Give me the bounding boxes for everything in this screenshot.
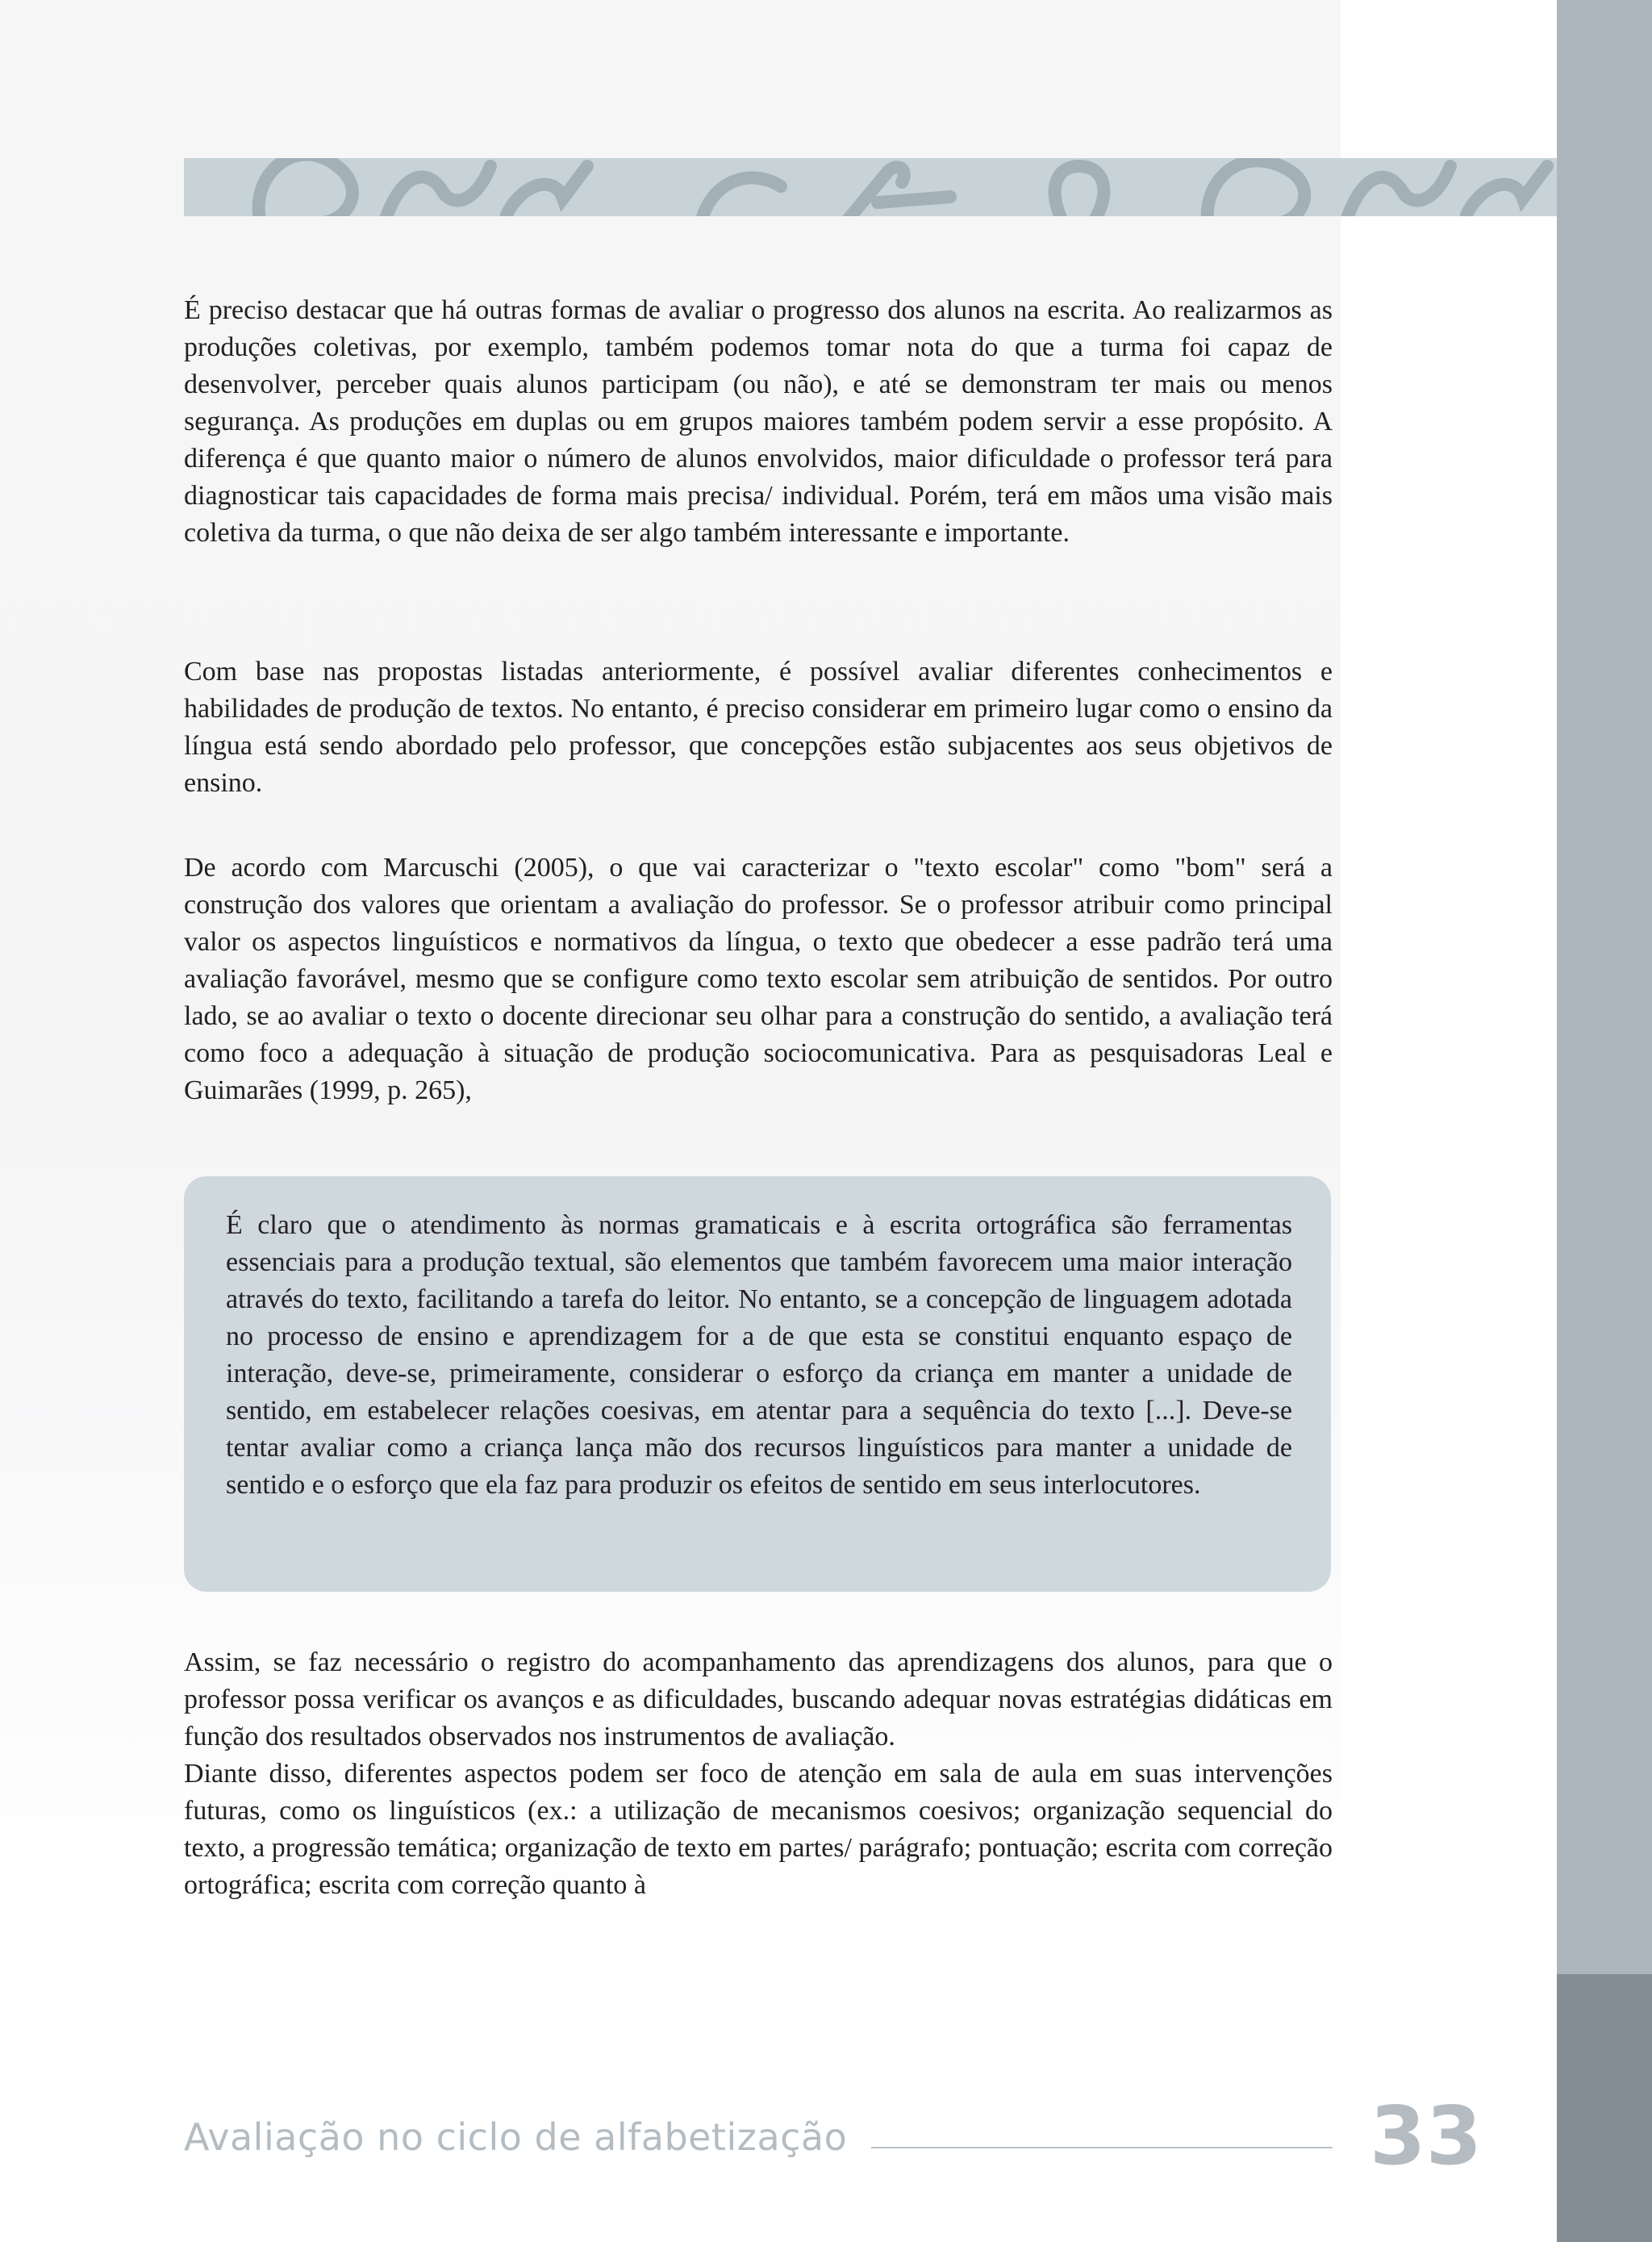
block-quote-text: É claro que o atendimento às normas gramaticais e à escrita ortográfica são ferramentas essenciais para a produção textual, são elementos que também favorecem uma maior interação através do texto, facilitando a tarefa do leitor. No entanto, se a concepção de linguagem adotada no processo de ensino e aprendizagem for a de que esta se constitui enquanto espaço de interação, deve-se, primeiramente, considerar o esforço da criança em manter a unidade de sentido, em estabelecer relações coesivas, em atentar para a sequência do texto [...]. Deve-se tentar avaliar como a criança lança mão dos recursos linguísticos para manter a unidade de sentido e o esforço que ela faz para produzir os efeitos de sentido em seus interlocutores. — [226, 1210, 1292, 1500]
side-margin-bar-lower — [1557, 1974, 1652, 2242]
paragraph-2: Com base nas propostas listadas anteriormente, é possível avaliar diferentes conhecimentos e habilidades de produção de textos. No entanto, é preciso considerar em primeiro lugar como o ensino da língua está sendo abordado pelo professor, que concepções estão subjacentes aos seus objetivos de ensino. — [184, 657, 1333, 798]
page-number: 33 — [1370, 2089, 1483, 2183]
footer-divider — [871, 2147, 1333, 2148]
paragraph-5: Diante disso, diferentes aspectos podem ser foco de atenção em sala de aula em suas intervenções futuras, como os linguísticos (ex.: a utilização de mecanismos coesivos; organização sequencial do texto, a progressão temática; organização de texto em partes/ parágrafo; pontuação; escrita com correção ortográfica; escrita com correção quanto à — [184, 1759, 1333, 1900]
paragraph-4: Assim, se faz necessário o registro do acompanhamento das aprendizagens dos alunos, para que o professor possa verificar os avanços e as dificuldades, buscando adequar novas estratégias didáticas em função dos resultados observados nos instrumentos de avaliação. — [184, 1647, 1333, 1751]
decorative-script-letters-icon — [184, 158, 1557, 216]
header-decorative-band — [184, 158, 1557, 216]
paragraph-1: É preciso destacar que há outras formas de avaliar o progresso dos alunos na escrita. Ao realizarmos as produções coletivas, por exemplo, também podemos tomar nota do que a turma foi capaz de desenvolver, perceber quais alunos participam (ou não), e até se demonstram ter mais ou menos segurança. As produções em duplas ou em grupos maiores também podem servir a esse propósito. A diferença é que quanto maior o número de alunos envolvidos, maior dificuldade o professor terá para diagnosticar tais capacidades de forma mais precisa/ individual. Porém, terá em mãos uma visão mais coletiva da turma, o que não deixa de ser algo também interessante e importante. — [184, 295, 1333, 548]
footer-title: Avaliação no ciclo de alfabetização — [184, 2115, 848, 2159]
paragraph-3: De acordo com Marcuschi (2005), o que vai caracterizar o "texto escolar" como "bom" será a construção dos valores que orientam a avaliação do professor. Se o professor atribuir como principal valor os aspectos linguísticos e normativos da língua, o texto que obedecer a esse padrão terá uma avaliação favorável, mesmo que se configure como texto escolar sem atribuição de sentidos. Por outro lado, se ao avaliar o texto o docente direcionar seu olhar para a construção do sentido, a avaliação terá como foco a adequação à situação de produção sociocomunicativa. Para as pesquisadoras Leal e Guimarães (1999, p. 265), — [184, 853, 1333, 1105]
side-margin-bar — [1557, 0, 1652, 2242]
